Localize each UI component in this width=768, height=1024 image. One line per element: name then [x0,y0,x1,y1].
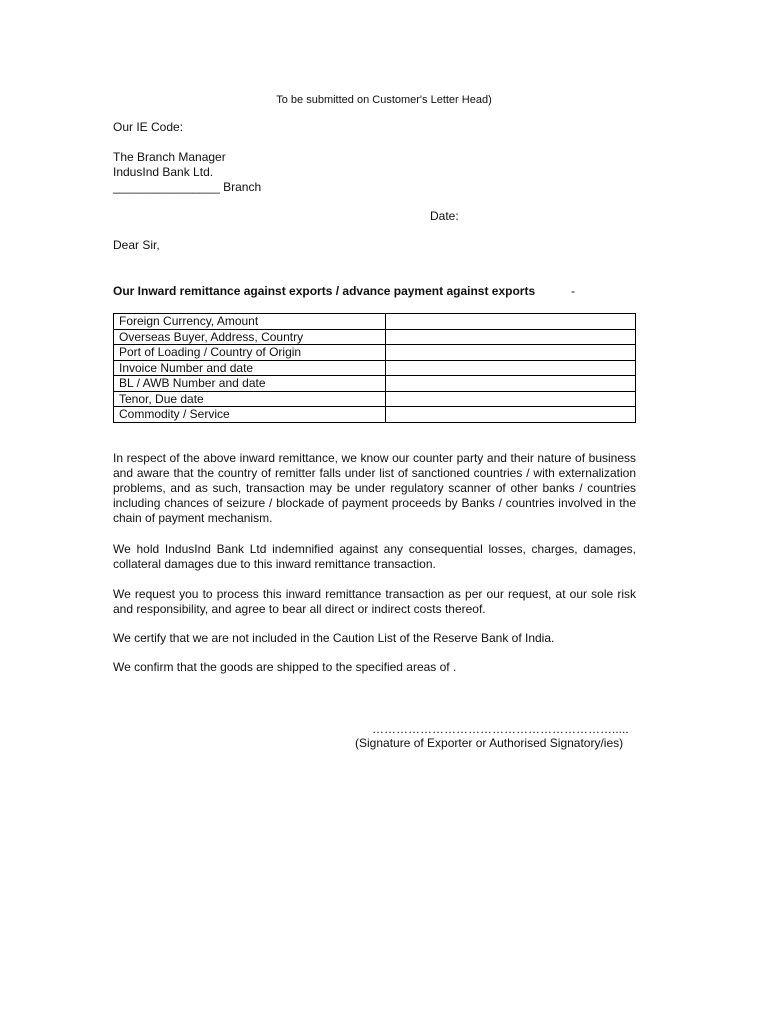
row-label: BL / AWB Number and date [114,376,386,392]
table-row [114,376,636,392]
row-label: Port of Loading / Country of Origin [114,345,386,361]
paragraph-confirmation: We confirm that the goods are shipped to the specified areas of . [113,660,457,674]
paragraph-indemnity: We hold IndusInd Bank Ltd indemnified against any consequential losses, charges, damages, collateral damages due to this inward remittance transaction. [113,542,636,571]
row-value [386,391,636,407]
header-note: To be submitted on Customer's Letter Head) [276,94,492,106]
addressee-line-1: The Branch Manager [113,150,226,164]
table-row [114,407,636,423]
table-row [114,345,636,361]
details-table [113,313,636,423]
paragraph-request: We request you to process this inward remittance transaction as per our request, at our sole risk and responsibility, and agree to bear all direct or indirect costs thereof. [113,587,636,616]
salutation: Dear Sir, [113,238,160,252]
row-value [386,329,636,345]
paragraph-caution-list: We certify that we are not included in the Caution List of the Reserve Bank of India. [113,631,555,645]
table-row [114,360,636,376]
paragraph-awareness: In respect of the above inward remittance, we know our counter party and their nature of business and aware that the country of remitter falls under list of sanctioned countries / with externalization problems, and as such, transaction may be under regulatory scanner of other banks / countries including chances of seizure / blockade of payment proceeds by Banks / countries involved in the chain of payment mechanism. [113,451,636,525]
addressee-line-3: ________________ Branch [113,180,262,194]
row-value [386,345,636,361]
signature-line: ……………………………………………………..... [372,722,629,736]
date-label: Date: [430,209,459,223]
row-value [386,407,636,423]
row-label: Invoice Number and date [114,360,386,376]
subject-dash: - [571,284,575,298]
ie-code-label: Our IE Code: [113,120,184,134]
row-label: Tenor, Due date [114,391,386,407]
signature-caption: (Signature of Exporter or Authorised Signatory/ies) [355,736,624,750]
row-value [386,314,636,330]
row-label: Foreign Currency, Amount [114,314,386,330]
table-row [114,329,636,345]
row-value [386,360,636,376]
table-row [114,391,636,407]
addressee-line-2: IndusInd Bank Ltd. [113,165,214,179]
row-value [386,376,636,392]
subject-line: Our Inward remittance against exports / advance payment against exports [113,284,536,298]
row-label: Commodity / Service [114,407,386,423]
row-label: Overseas Buyer, Address, Country [114,329,386,345]
table-row [114,314,636,330]
